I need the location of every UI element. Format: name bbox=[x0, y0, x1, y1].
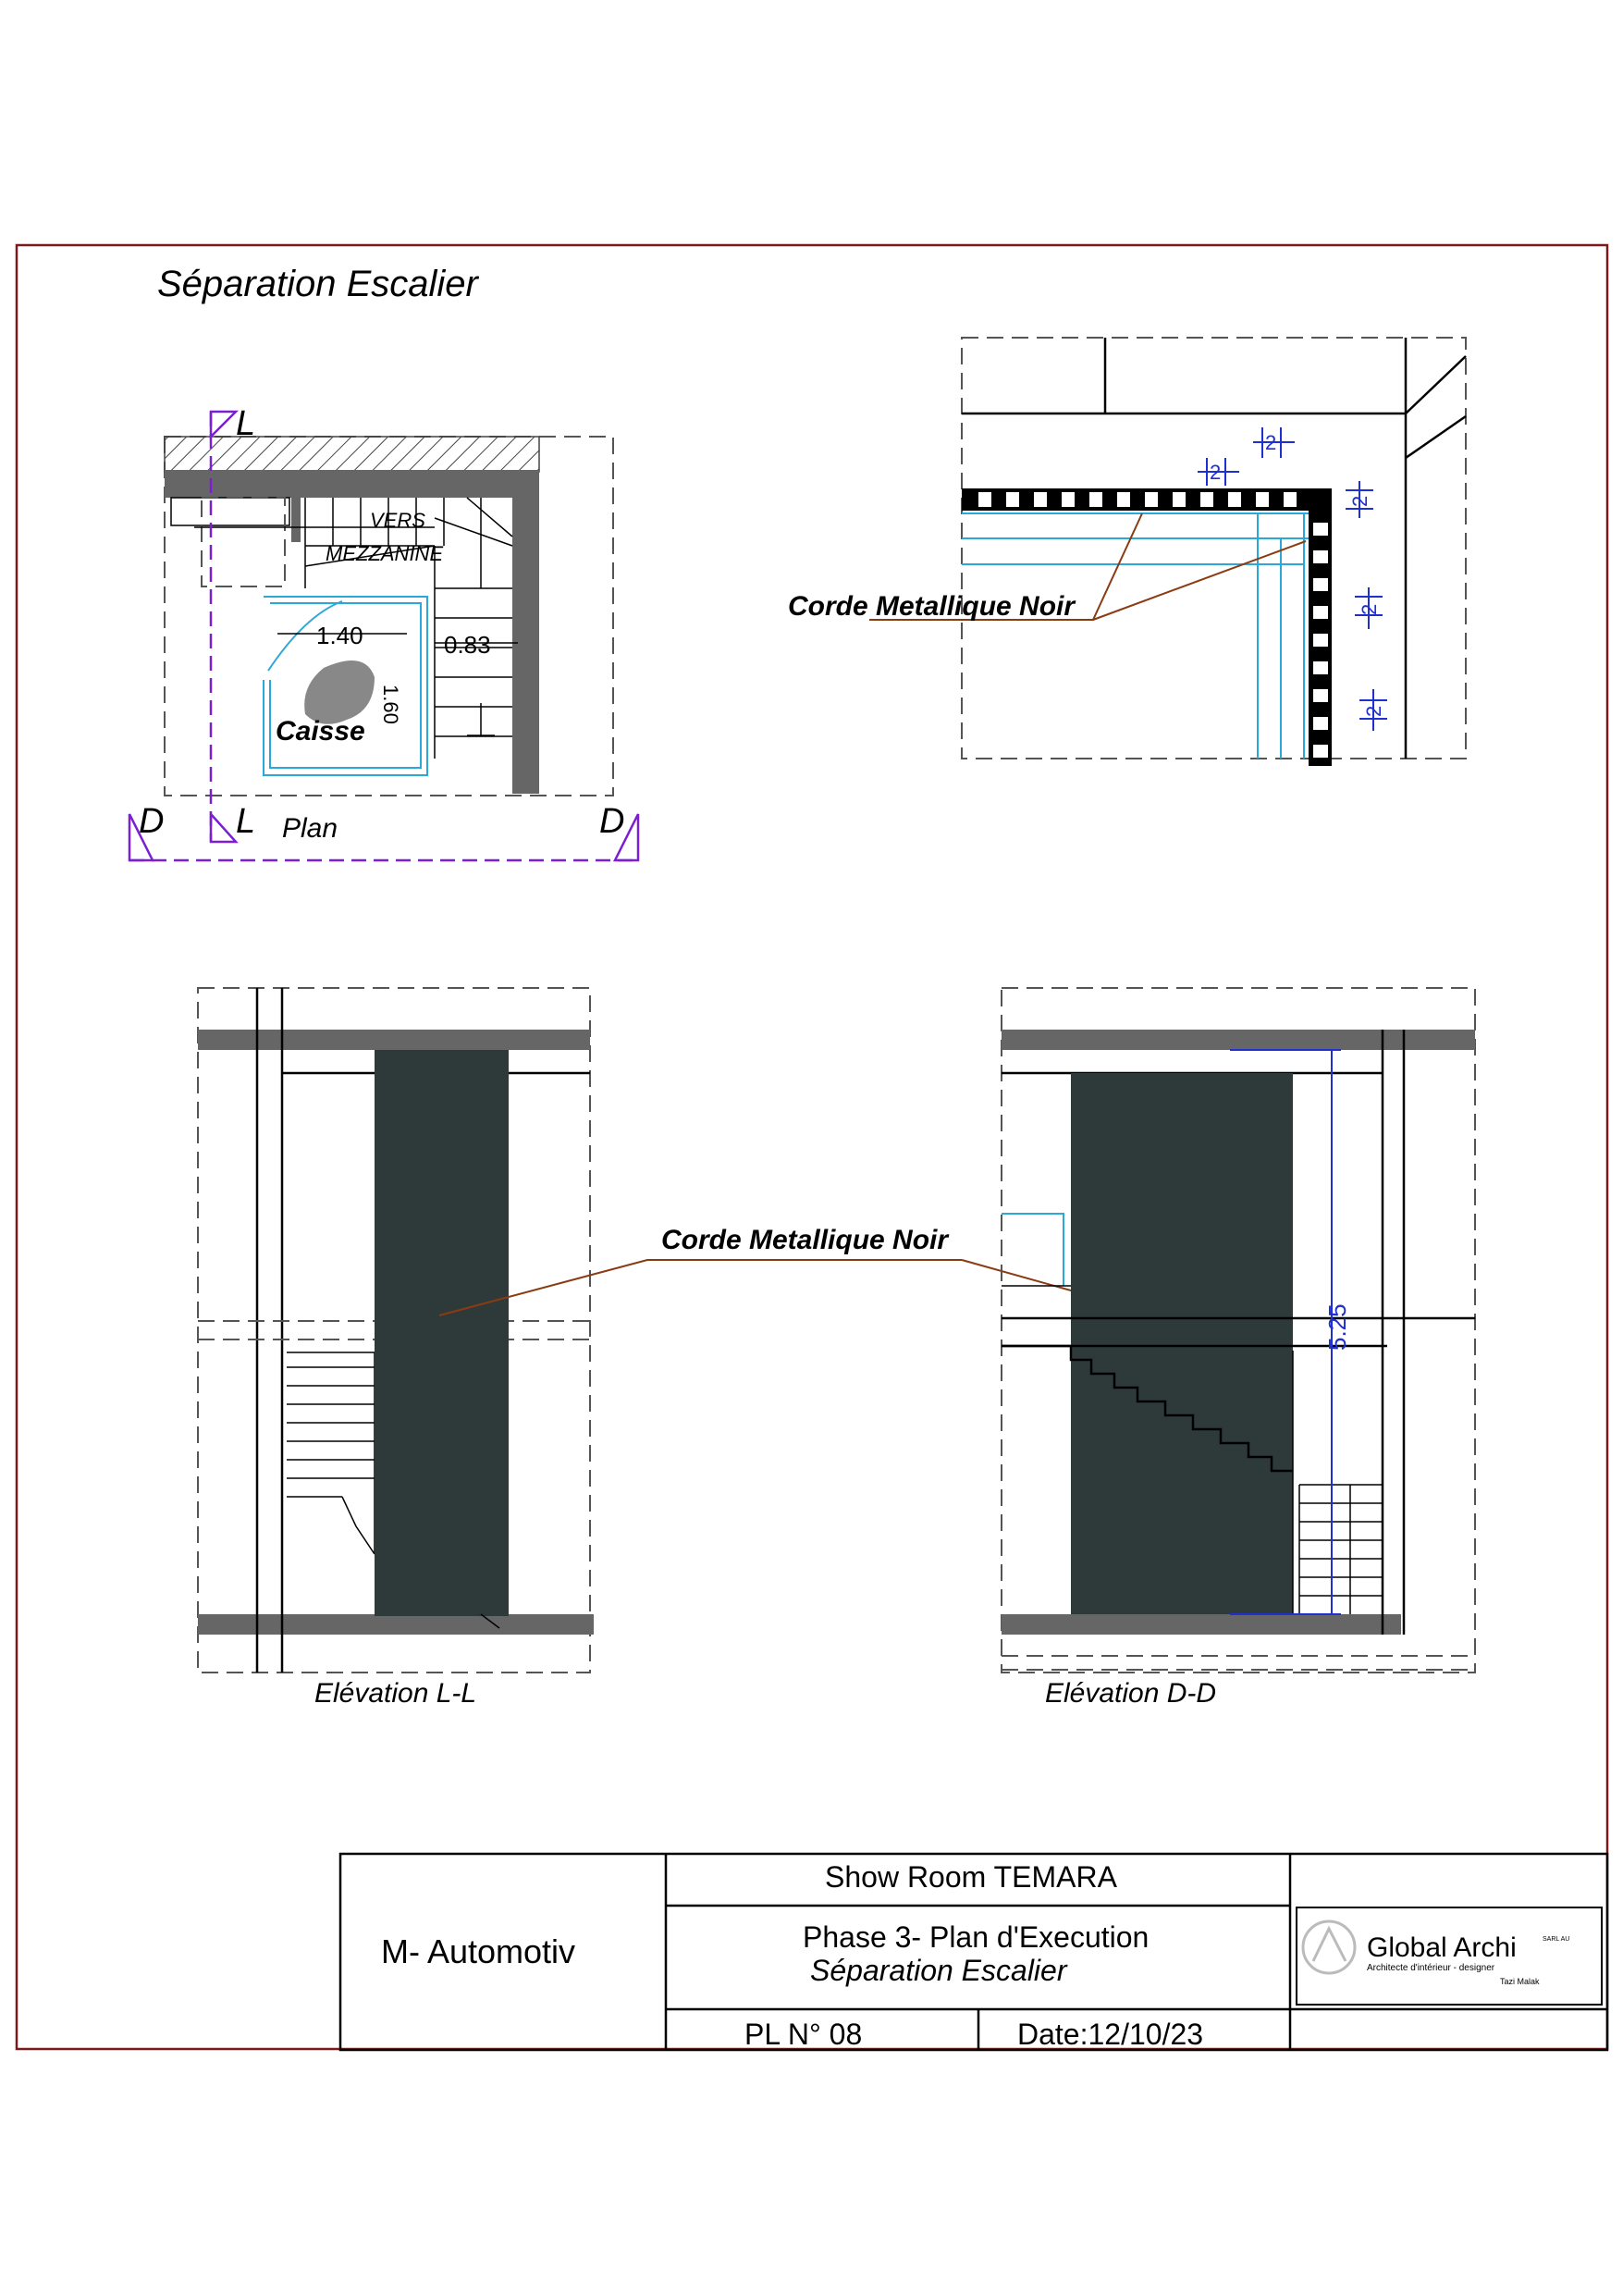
logo-name: Global Archi bbox=[1367, 1932, 1517, 1963]
elevation-l-view bbox=[198, 988, 1147, 1709]
plan-wall-stub bbox=[291, 496, 301, 542]
elev-l-rope-panel bbox=[375, 1050, 509, 1616]
elev-leader-l bbox=[439, 1260, 962, 1315]
chair-blob bbox=[304, 660, 375, 724]
sheet-title: Séparation Escalier bbox=[157, 264, 478, 304]
plan-room-label: Caisse bbox=[276, 716, 365, 747]
detail-dim-4: 2 bbox=[1358, 603, 1381, 615]
elevation-d-view bbox=[1002, 988, 1475, 1709]
elev-l-stair bbox=[287, 1352, 375, 1554]
plan-caption: Plan bbox=[282, 813, 338, 844]
title-subject: Séparation Escalier bbox=[810, 1954, 1067, 1987]
title-phase: Phase 3- Plan d'Execution bbox=[803, 1920, 1150, 1954]
detail-dim-3: 2 bbox=[1348, 495, 1371, 507]
sheet-frame bbox=[17, 245, 1607, 2049]
plan-shelf bbox=[171, 498, 289, 525]
title-project: Show Room TEMARA bbox=[825, 1860, 1117, 1894]
plan-dim-stair: 0.83 bbox=[444, 631, 491, 659]
section-label-l-bottom: L bbox=[236, 802, 256, 841]
title-date: Date:12/10/23 bbox=[1017, 2018, 1204, 2051]
plan-label-mezzanine: MEZZANINE bbox=[326, 542, 444, 565]
elev-d-dim-height: 5.25 bbox=[1323, 1303, 1351, 1351]
detail-view bbox=[788, 338, 1466, 766]
logo-suffix: SARL AU bbox=[1543, 1936, 1570, 1943]
title-client: M- Automotiv bbox=[381, 1932, 576, 1970]
elev-d-caption: Elévation D-D bbox=[1045, 1678, 1217, 1709]
plan-dim-depth: 1.60 bbox=[379, 685, 402, 724]
detail-dim-5: 2 bbox=[1362, 705, 1385, 717]
plan-dashed-box bbox=[202, 498, 285, 586]
section-label-d-right: D bbox=[599, 802, 625, 841]
title-plan-number: PL N° 08 bbox=[744, 2018, 863, 2051]
plan-dim-width: 1.40 bbox=[316, 622, 363, 649]
elevation-callout: Corde Metallique Noir bbox=[661, 1225, 949, 1255]
section-label-d-left: D bbox=[139, 802, 165, 841]
detail-leader-2 bbox=[1093, 541, 1306, 620]
logo-tagline: Architecte d'intérieur - designer bbox=[1367, 1963, 1495, 1973]
plan-view bbox=[129, 404, 638, 860]
detail-boundary bbox=[962, 338, 1466, 759]
elev-l-caption: Elévation L-L bbox=[314, 1678, 477, 1709]
title-block bbox=[340, 1854, 1607, 2051]
plan-top-wall bbox=[165, 470, 539, 498]
detail-dimensions bbox=[1198, 427, 1387, 731]
plan-label-vers: VERS bbox=[370, 509, 425, 532]
detail-callout: Corde Metallique Noir bbox=[788, 591, 1076, 622]
section-label-l-top: L bbox=[236, 404, 256, 443]
rope-gaps bbox=[978, 492, 1328, 758]
logo-person: Tazi Malak bbox=[1500, 1977, 1540, 1986]
plan-hatched-wall bbox=[165, 437, 539, 472]
company-logo bbox=[1297, 1907, 1602, 2005]
elev-d-rope-panel bbox=[1071, 1073, 1293, 1614]
detail-dim-2: 2 bbox=[1265, 431, 1277, 454]
plan-right-wall bbox=[512, 470, 539, 794]
detail-dim-1: 2 bbox=[1210, 461, 1222, 484]
